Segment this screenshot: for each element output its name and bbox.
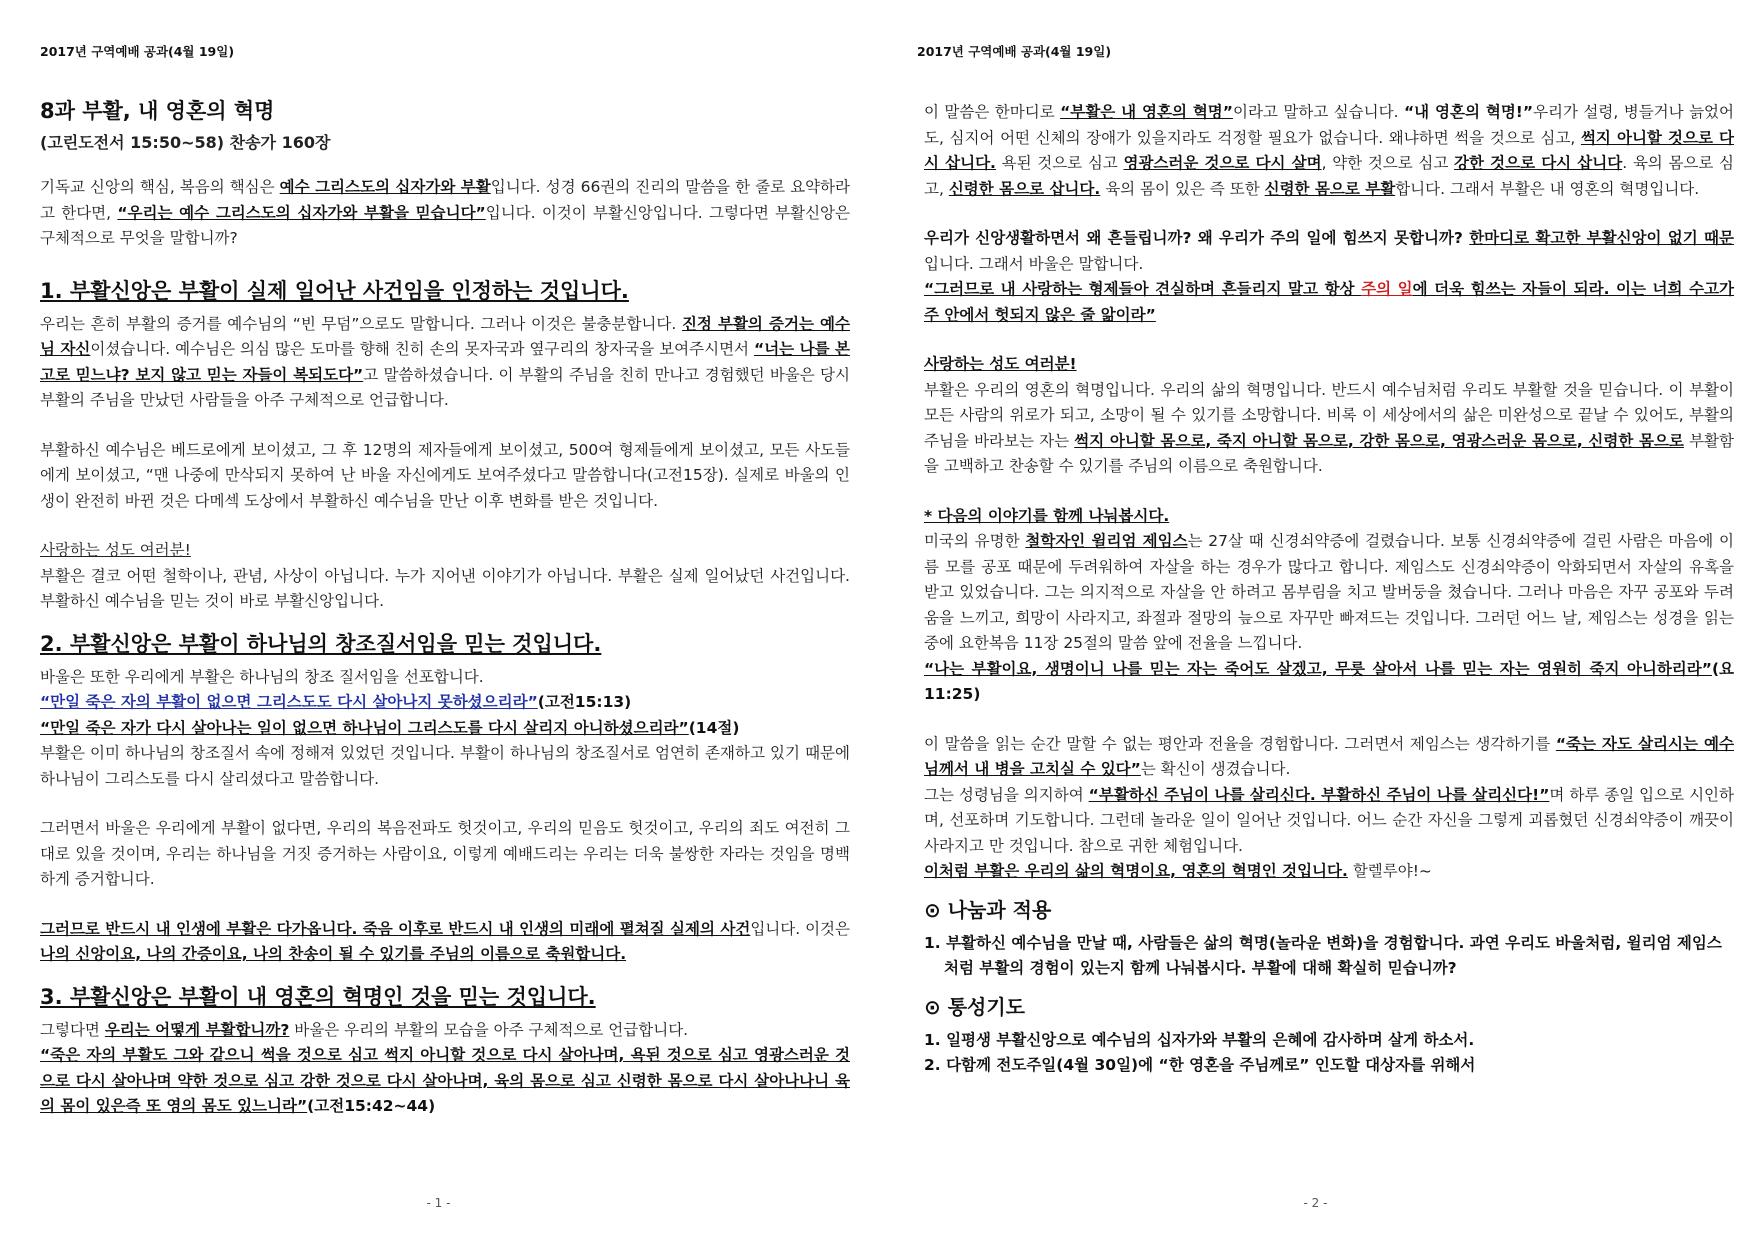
list-item: 1. 부활하신 예수님을 만날 때, 사람들은 삶의 혁명(놀라운 변화)을 경험합니다. 과연 우리도 바울처럼, 윌리엄 제임스처럼 부활의 경험이 있는지 함께 나눠봅시다. 부활에 대해 확실히 믿습니까? bbox=[924, 933, 1722, 977]
paragraph-hallelujah: 이처럼 부활은 우리의 삶의 혁명이요, 영혼의 혁명인 것입니다. 할렐루야!~ bbox=[924, 862, 1432, 880]
quote-1: “만일 죽은 자의 부활이 없으면 그리스도도 다시 살아나지 못하셨으리라”(고전15:13) bbox=[40, 693, 632, 711]
quote-john: “나는 부활이요, 생명이니 나를 믿는 자는 죽어도 살겠고, 무릇 살아서 나를 믿는 자는 영원히 죽지 아니하리라”(요11:25) bbox=[924, 659, 1734, 703]
prayer-list bbox=[924, 1028, 1734, 1079]
paragraph-empty-tomb: 우리는 흔히 부활의 증거를 예수님의 “빈 무덤”으로도 말합니다. 그러나 이것은 불충분합니다. 진정 부활의 증거는 예수님 자신이셨습니다. 예수님은 의심 많은 도마를 향해 친히 손의 못자국과 옆구리의 창자국을 보여주시면서 “너는 나를 본 고로 믿느냐? 보지 않고 믿는 자들이 복되도다”고 말씀하셨습니다. 이 부활의 주님을 친히 만나고 경험했던 바울은 당시 부활의 주님을 만났던 사람들을 아주 구체적으로 언급합니다. bbox=[40, 314, 850, 409]
paragraph-william-james: 미국의 유명한 철학자인 윌리엄 제임스는 27살 때 신경쇠약증에 걸렸습니다. 보통 신경쇠약증에 걸린 사람은 마음에 이름 모를 공포 때문에 두려워하여 자살을 하는 경우가 많다고 합니다. 제임스도 신경쇠약증이 악화되면서 자살의 유혹을 받고 있었습니다. 그는 의지적으로 자살을 안 하려고 몸부림을 치고 발버둥을 쳤습니다. 그러나 마음은 자꾸 공포와 두려움을 느끼고, 희망이 사라지고, 좌절과 절망의 늪으로 자꾸만 빠져드는 것입니다. 그러던 어느 날, 제임스는 성경을 읽는 중에 요한복음 11장 25절의 말씀 앞에 전율을 느낍니다. bbox=[924, 532, 1735, 652]
paragraph-blessing: 그러므로 반드시 내 인생에 부활은 다가옵니다. 죽음 이후로 반드시 내 인생의 미래에 펼쳐질 실제의 사건입니다. 이것은 나의 신앙이요, 나의 간증이요, 나의 찬송이 될 수 있기를 주님의 이름으로 축원합니다. bbox=[40, 919, 851, 963]
greeting-2: 사랑하는 성도 여러분! bbox=[924, 355, 1077, 373]
page-header: 2017년 구역예배 공과(4월 19일) bbox=[40, 44, 235, 59]
paragraph-healing: 이 말씀을 읽는 순간 말할 수 없는 평안과 전율을 경험합니다. 그러면서 제임스는 생각하기를 “죽는 자도 살리시는 예수님께서 내 병을 고치실 수 있다”는 확신이 생겼습니다. bbox=[924, 734, 1734, 778]
paragraph-revolution: 이 말씀은 한마디로 “부활은 내 영혼의 혁명”이라고 말하고 싶습니다. “내 영혼의 혁명!”우리가 설령, 병들거나 늙었어도, 심지어 어떤 신체의 장애가 있을지라도 걱정할 필요가 없습니다. 왜냐하면 썩을 것으로 심고, 썩지 아니할 것으로 다시 삽니다. 욕된 것으로 심고 영광스러운 것으로 다시 살며, 약한 것으로 심고 강한 것으로 다시 삽니다. 육의 몸으로 심고, 신령한 몸으로 삽니다. 육의 몸이 있은 즉 또한 신령한 몸으로 부활합니다. 그래서 부활은 내 영혼의 혁명입니다. bbox=[924, 103, 1735, 198]
quote-steadfast: “그러므로 내 사랑하는 형제들아 견실하며 흔들리지 말고 항상 주의 일에 더욱 힘쓰는 자들이 되라. 이는 너희 수고가 주 안에서 헛되지 않은 줄 앎이라” bbox=[924, 280, 1734, 324]
paragraph-real-event: 부활은 결코 어떤 철학이나, 관념, 사상이 아닙니다. 누가 지어낸 이야기가 아닙니다. 부활은 실제 일어났던 사건입니다. 부활하신 예수님을 믿는 것이 바로 부활신앙입니다. bbox=[40, 566, 850, 610]
quote-3: “죽은 자의 부활도 그와 같으니 썩을 것으로 심고 썩지 아니할 것으로 다시 살아나며, 욕된 것으로 심고 영광스러운 것으로 다시 살아나며 약한 것으로 심고 강한 것으로 다시 살아나며, 육의 몸으로 심고 신령한 몸으로 다시 살아나나니 육의 몸이 있은즉 또 영의 몸도 있느니라”(고전15:42~44) bbox=[40, 1046, 850, 1115]
paragraph-shaken: 우리가 신앙생활하면서 왜 흔들립니까? 왜 우리가 주의 일에 힘쓰지 못합니까? 한마디로 확고한 부활신앙이 없기 때문입니다. 그래서 바울은 말합니다. bbox=[924, 229, 1734, 273]
page-1-content bbox=[40, 96, 850, 1120]
heading-3: 3. 부활신앙은 부활이 내 영혼의 혁명인 것을 믿는 것입니다. bbox=[40, 984, 596, 1009]
page-2 bbox=[877, 0, 1754, 1240]
section-sharing: ⊙ 나눔과 적용 bbox=[924, 897, 1052, 922]
section-prayer: ⊙ 통성기도 bbox=[924, 994, 1026, 1019]
intro-paragraph: 기독교 신앙의 핵심, 복음의 핵심은 예수 그리스도의 십자가와 부활입니다. 성경 66권의 진리의 말씀을 한 줄로 요약하라고 한다면, “우리는 예수 그리스도의 십자가와 부활을 믿습니다”입니다. 이것이 부활신앙입니다. 그렇다면 부활신앙은 구체적으로 무엇을 말합니까? bbox=[40, 178, 851, 247]
lesson-subtitle: (고린도전서 15:50~58) 찬송가 160장 bbox=[40, 133, 331, 152]
paragraph-hope: 부활은 우리의 영혼의 혁명입니다. 우리의 삶의 혁명입니다. 반드시 예수님처럼 우리도 부활할 것을 믿습니다. 이 부활이 모든 사람의 위로가 되고, 소망이 될 수 있기를 소망합니다. 비록 이 세상에서의 삶은 미완성으로 끝날 수 있어도, 부활의 주님을 바라보는 자는 썩지 아니할 몸으로, 죽지 아니할 몸으로, 강한 몸으로, 영광스러운 몸으로, 신령한 몸으로 부활함을 고백하고 찬송할 수 있기를 주님의 이름으로 축원합니다. bbox=[924, 380, 1734, 475]
heading-2: 2. 부활신앙은 부활이 하나님의 창조질서임을 믿는 것입니다. bbox=[40, 631, 602, 656]
heading-1: 1. 부활신앙은 부활이 실제 일어난 사건임을 인정하는 것입니다. bbox=[40, 278, 629, 303]
paragraph-how-resurrect: 그렇다면 우리는 어떻게 부활합니까? 바울은 우리의 부활의 모습을 아주 구체적으로 언급합니다. bbox=[40, 1020, 689, 1039]
quote-2: “만일 죽은 자가 다시 살아나는 일이 없으면 하나님이 그리스도를 다시 살리지 아니하셨으리라”(14절) bbox=[40, 718, 740, 737]
list-item: 2. 다함께 전도주일(4월 30일)에 “한 영혼을 주님께로” 인도할 대상자를 위해서 bbox=[924, 1056, 1476, 1074]
paragraph-established: 부활은 이미 하나님의 창조질서 속에 정해져 있었던 것입니다. 부활이 하나님의 창조질서로 엄연히 존재하고 있기 때문에 하나님이 그리스도를 다시 살리셨다고 말씀합니다. bbox=[40, 744, 850, 788]
paragraph-without-resurrection: 그러면서 바울은 우리에게 부활이 없다면, 우리의 복음전파도 헛것이고, 우리의 믿음도 헛것이고, 우리의 죄도 여전히 그대로 있을 것이며, 우리는 하나님을 거짓 증거하는 사람이요, 이렇게 예배드리는 우리는 더욱 불쌍한 자라는 것임을 명백하게 증거합니다. bbox=[40, 819, 850, 888]
story-heading: * 다음의 이야기를 함께 나눠봅시다. bbox=[924, 506, 1170, 525]
sharing-list bbox=[924, 931, 1734, 982]
paragraph-proclaim: 그는 성령님을 의지하여 “부활하신 주님이 나를 살리신다. 부활하신 주님이 나를 살리신다!”며 하루 종일 입으로 시인하며, 선포하며 기도합니다. 그런데 놀라운 일이 일어난 것입니다. 어느 순간 자신을 그렇게 괴롭혔던 신경쇠약증이 깨끗이 사라지고 만 것입니다. 참으로 귀한 체험입니다. bbox=[924, 785, 1734, 855]
paragraph-appearances: 부활하신 예수님은 베드로에게 보이셨고, 그 후 12명의 제자들에게 보이셨고, 500여 형제들에게 보이셨고, 모든 사도들에게 보이셨고, “맨 나중에 만삭되지 못하여 난 바울 자신에게도 보여주셨다고 말씀합니다(고전15장). 실제로 바울의 인생이 완전히 바뀐 것은 다메섹 도상에서 부활하신 예수님을 만난 이후 변화를 받은 것입니다. bbox=[40, 440, 850, 510]
paragraph-creation-order: 바울은 또한 우리에게 부활은 하나님의 창조 질서임을 선포합니다. bbox=[40, 667, 484, 686]
page-2-content bbox=[924, 100, 1734, 1079]
page-header: 2017년 구역예배 공과(4월 19일) bbox=[917, 44, 1112, 59]
list-item: 1. 일평생 부활신앙으로 예수님의 십자가와 부활의 은혜에 감사하며 살게 하소서. bbox=[924, 1030, 1475, 1049]
page-number: - 2 - bbox=[1303, 1196, 1328, 1210]
greeting-1: 사랑하는 성도 여러분! bbox=[40, 541, 191, 559]
page-number: - 1 - bbox=[426, 1196, 451, 1210]
lesson-title: 8과 부활, 내 영혼의 혁명 bbox=[40, 99, 275, 123]
